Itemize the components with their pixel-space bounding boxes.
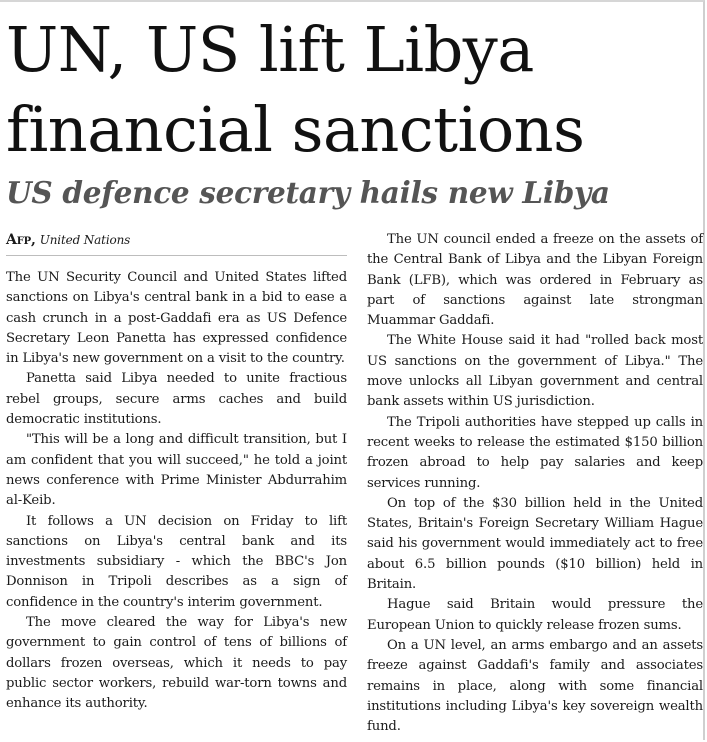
article-column-right xyxy=(367,230,703,737)
paragraph: The UN council ended a freeze on the assets of the Central Bank of Libya and the Libyan Foreign Bank (LFB), which was ordered in February as part of sanctions against late strongman Muammar Gaddafi. xyxy=(367,232,703,329)
paragraph: The UN Security Council and United States lifted sanctions on Libya's central bank in a bid to ease a cash crunch in a post-Gaddafi era as US Defence Secretary Leon Panetta has expressed confidence in Libya's new government on a visit to the country. xyxy=(6,270,347,367)
paragraph: The White House said it had "rolled back most US sanctions on the government of Libya." The move unlocks all Libyan government and central bank assets within US jurisdiction. xyxy=(367,333,703,410)
byline-agency: Afp, xyxy=(6,232,36,248)
byline xyxy=(6,230,347,256)
article-column-left xyxy=(6,230,347,715)
subheadline: US defence secretary hails new Libya xyxy=(6,175,610,210)
paragraph: The Tripoli authorities have stepped up calls in recent weeks to release the estimated $150 billion frozen abroad to help pay salaries and keep services running. xyxy=(367,414,703,491)
paragraph: The move cleared the way for Libya's new government to gain control of tens of billions of dollars frozen overseas, which it needs to pay public sector workers, rebuild war-torn towns and enhance its authority. xyxy=(6,615,347,712)
paragraph: It follows a UN decision on Friday to lift sanctions on Libya's central bank and its investments subsidiary - which the BBC's Jon Donnison in Tripoli describes as a sign of confidence in the country's interim government. xyxy=(6,513,347,610)
paragraph: On top of the $30 billion held in the United States, Britain's Foreign Secretary William Hague said his government would immediately act to free about 6.5 billion pounds ($10 billion) held in Britain. xyxy=(367,495,703,593)
byline-location: United Nations xyxy=(39,233,131,247)
paragraph: On a UN level, an arms embargo and an assets freeze against Gaddafi's family and associates remains in place, along with some financial institutions including Libya's key sovereign wealth fund. xyxy=(367,637,703,735)
paragraph: Panetta said Libya needed to unite fractious rebel groups, secure arms caches and build democratic institutions. xyxy=(6,371,347,428)
paragraph: "This will be a long and difficult transition, but I am confident that you will succeed," he told a joint news conference with Prime Minister Abdurrahim al-Keib. xyxy=(6,432,347,509)
paragraph: Hague said Britain would pressure the European Union to quickly release frozen sums. xyxy=(367,597,703,633)
headline: UN, US lift Libya financial sanctions xyxy=(6,13,585,166)
